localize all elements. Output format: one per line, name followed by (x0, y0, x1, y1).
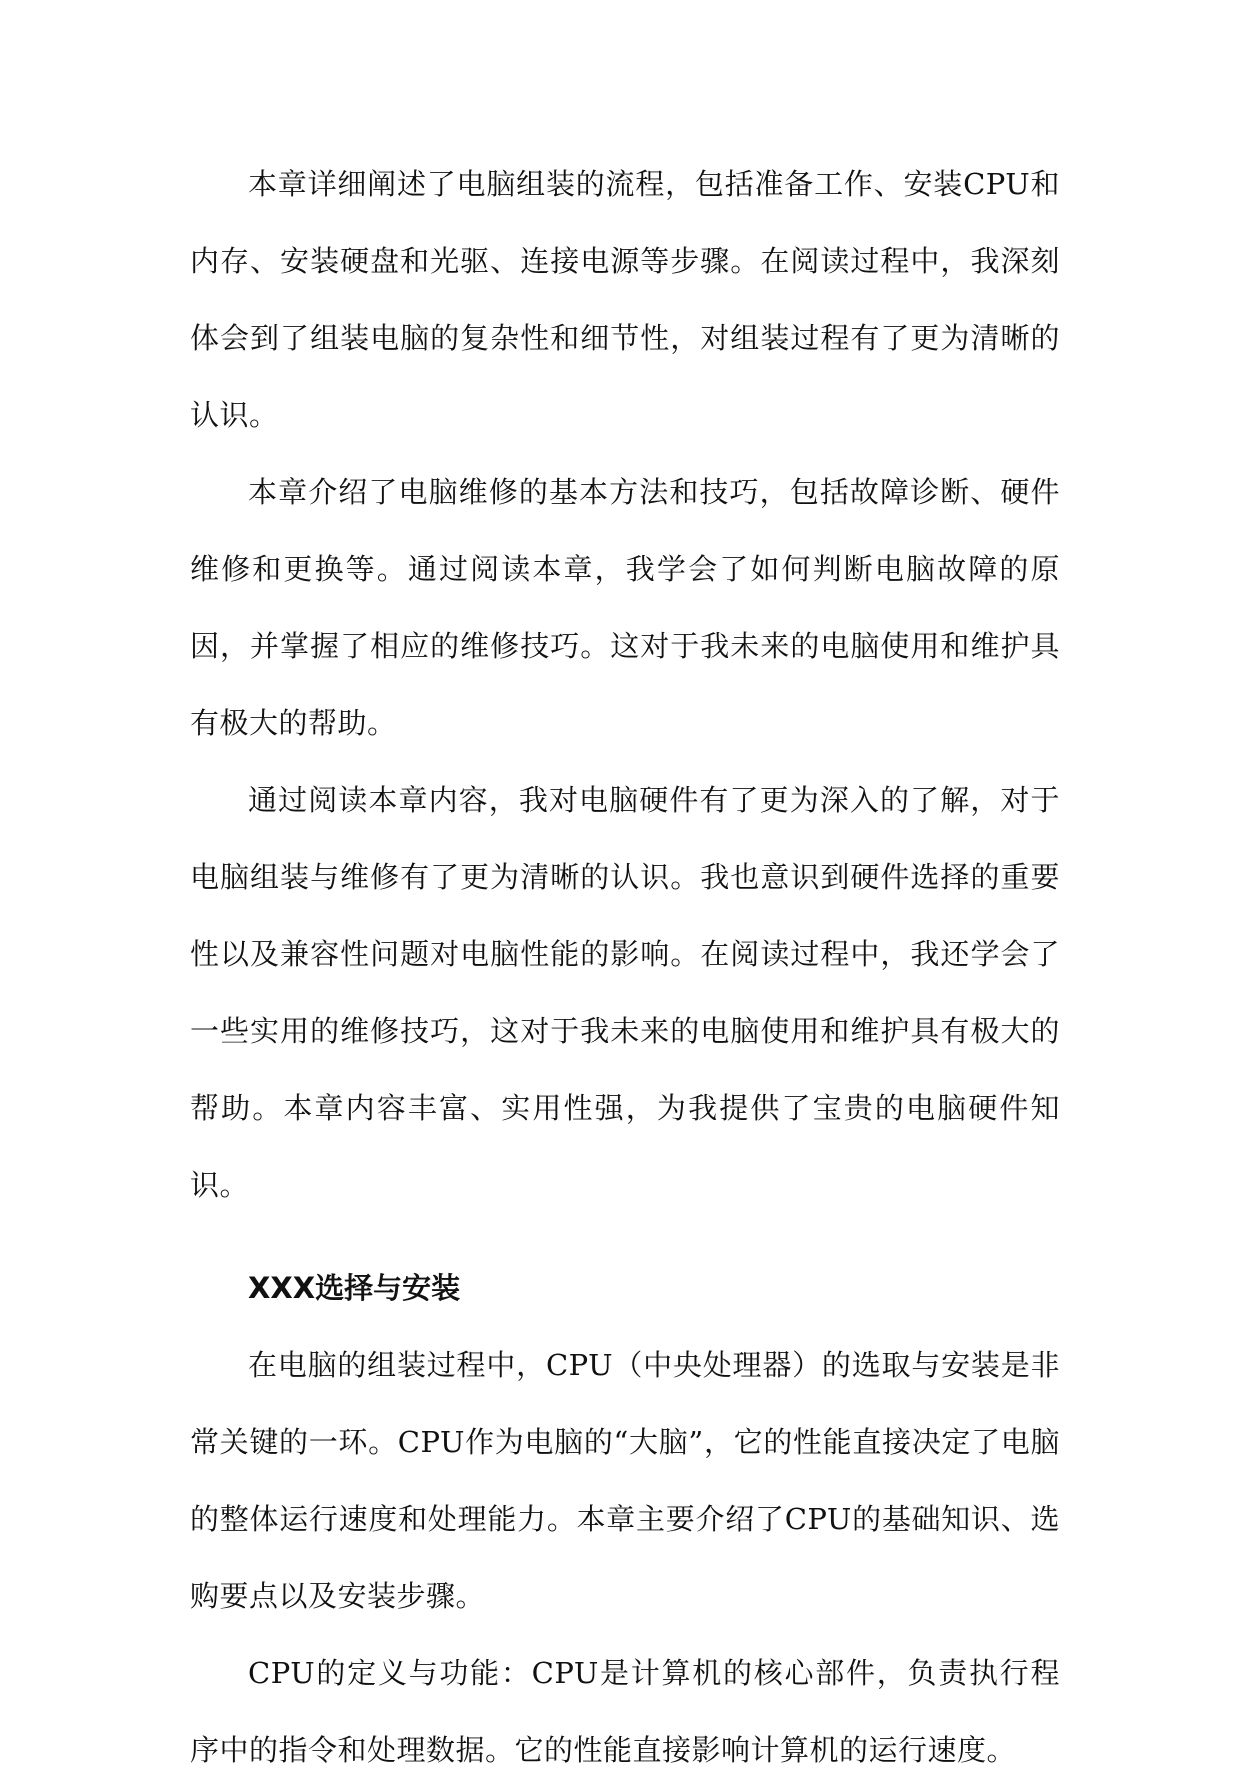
document-page (190, 146, 1060, 1789)
section-heading: XXX选择与安装 (248, 1271, 461, 1305)
paragraph-cpu-intro: 在电脑的组装过程中，CPU（中央处理器）的选取与安装是非常关键的一环。CPU作为电脑的“大脑”，它的性能直接决定了电脑的整体运行速度和处理能力。本章主要介绍了CPU的基础知识、选购要点以及安装步骤。 (190, 1348, 1060, 1613)
paragraph-assembly-process: 本章详细阐述了电脑组装的流程，包括准备工作、安装CPU和内存、安装硬盘和光驱、连接电源等步骤。在阅读过程中，我深刻体会到了组装电脑的复杂性和细节性，对组装过程有了更为清晰的认识。 (190, 167, 1060, 432)
paragraph-chapter-summary: 通过阅读本章内容，我对电脑硬件有了更为深入的了解，对于电脑组装与维修有了更为清晰的认识。我也意识到硬件选择的重要性以及兼容性问题对电脑性能的影响。在阅读过程中，我还学会了一些实用的维修技巧，这对于我未来的电脑使用和维护具有极大的帮助。本章内容丰富、实用性强，为我提供了宝贵的电脑硬件知识。 (190, 783, 1060, 1202)
paragraph-cpu-definition: CPU的定义与功能：CPU是计算机的核心部件，负责执行程序中的指令和处理数据。它的性能直接影响计算机的运行速度。 (190, 1656, 1060, 1767)
paragraph-repair-methods: 本章介绍了电脑维修的基本方法和技巧，包括故障诊断、硬件维修和更换等。通过阅读本章，我学会了如何判断电脑故障的原因，并掌握了相应的维修技巧。这对于我未来的电脑使用和维护具有极大的帮助。 (190, 475, 1060, 740)
